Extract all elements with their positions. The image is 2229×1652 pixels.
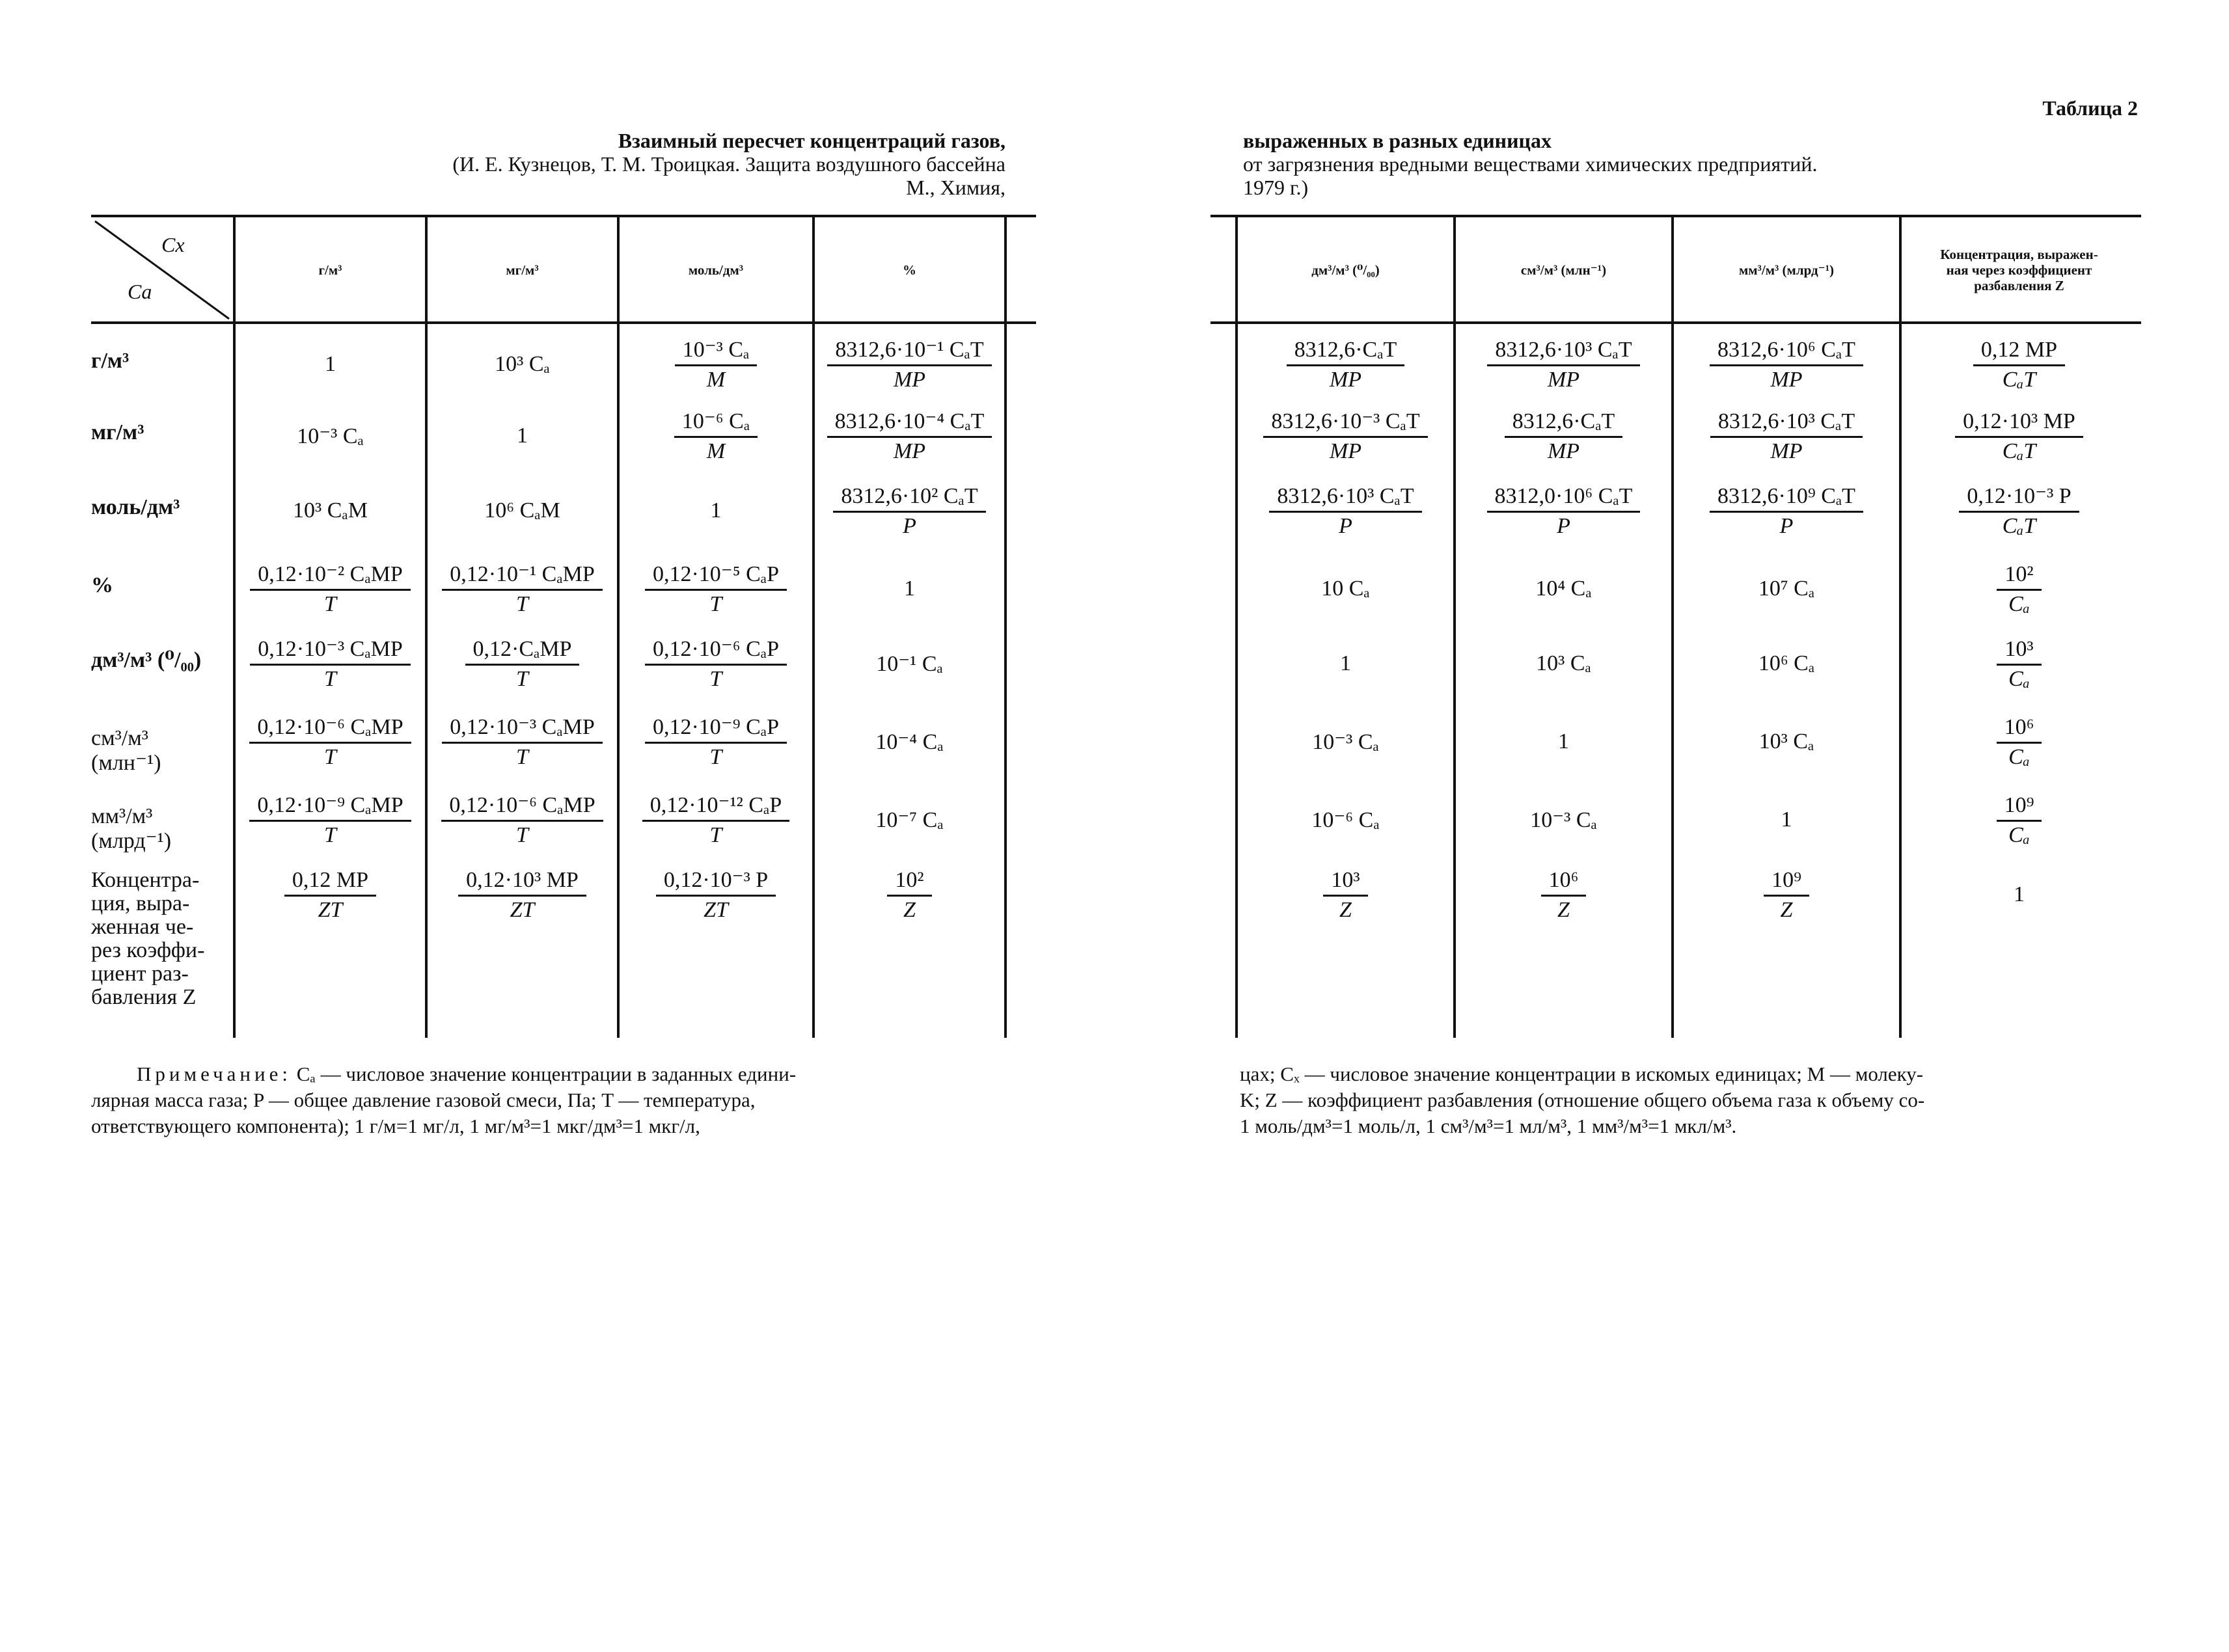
numerator: 8312,6·10⁶ CₐT: [1710, 337, 1863, 366]
denominator: T: [324, 591, 336, 616]
numerator: 0,12·10³ MP: [458, 867, 586, 897]
cell-r6-c6: [1455, 706, 1673, 778]
title-line1-right: выраженных в разных единицах: [1243, 129, 1552, 152]
denominator: MP: [1547, 439, 1580, 463]
denominator: Z: [903, 897, 916, 922]
denominator: ZT: [510, 897, 535, 922]
numerator: 0,12·10⁻⁹ CₐP: [645, 714, 787, 744]
cell-r7-c8: [1900, 784, 2138, 856]
cell-r8-c7: [1673, 859, 1900, 930]
cell-r3-c2: [426, 475, 618, 547]
cell-r7-c1: [234, 784, 426, 856]
fraction: [441, 792, 603, 848]
fraction: [1997, 792, 2042, 848]
denominator: T: [516, 591, 528, 616]
denominator: CₐT: [2002, 367, 2036, 392]
denominator: MP: [1329, 367, 1362, 392]
numerator: 10²: [1997, 562, 2041, 591]
title-line2-right: от загрязнения вредными веществами химических предприятий.: [1243, 152, 1818, 176]
denominator: CₐT: [2002, 439, 2036, 463]
denominator: MP: [893, 367, 926, 392]
cell-r5-c8: [1900, 628, 2138, 699]
cell-r4-c6: [1455, 553, 1673, 625]
numerator: 8312,6·CₐT: [1287, 337, 1405, 366]
fraction: [1269, 483, 1421, 539]
value: 10³ CₐM: [293, 498, 368, 522]
value: 1: [517, 424, 528, 448]
fraction: [833, 483, 985, 539]
value: 1: [325, 352, 336, 376]
value: 1: [1558, 729, 1569, 753]
denominator: P: [1779, 513, 1794, 538]
value: 10³ Cₐ: [1536, 651, 1591, 675]
cell-r5-c5: [1237, 628, 1455, 699]
fraction: [1973, 337, 2065, 392]
cell-r8-c2: [426, 859, 618, 930]
value: 1: [2014, 882, 2025, 906]
denominator: P: [1557, 513, 1570, 538]
fraction: [1287, 337, 1405, 392]
numerator: 8312,6·10⁻³ CₐT: [1263, 409, 1427, 438]
col-header-6: см³/м³ (млн⁻¹): [1520, 262, 1607, 278]
cell-r5-c7: [1673, 628, 1900, 699]
fraction: [458, 867, 586, 923]
denominator: Cₐ: [2008, 744, 2030, 769]
denominator: Z: [1339, 897, 1352, 922]
cell-r3-c4: [814, 475, 1005, 547]
denominator: T: [709, 591, 722, 616]
cell-r6-c5: [1237, 706, 1455, 778]
fraction: [249, 714, 411, 770]
cell-r6-c4: [814, 706, 1005, 778]
denominator: T: [516, 744, 528, 769]
numerator: 0,12·10⁻⁵ CₐP: [645, 562, 787, 591]
denominator: Z: [1780, 897, 1793, 922]
denominator: P: [1339, 513, 1352, 538]
row-header-4: %: [91, 573, 113, 597]
cell-r2-c6: [1455, 400, 1673, 472]
value: 10³ Cₐ: [495, 352, 550, 376]
row-header-3: моль/дм³: [91, 495, 180, 519]
fraction: [1710, 337, 1863, 392]
row-header-8: Концентра- ция, выра- женная че- рез коэффи- циент раз- бавления Z: [91, 868, 205, 1009]
denominator: T: [709, 666, 722, 691]
cell-r8-c5: [1237, 859, 1455, 930]
value: 10 Cₐ: [1321, 576, 1370, 601]
numerator: 10⁶: [1997, 714, 2042, 744]
cell-r2-c3: [618, 400, 814, 472]
cell-r6-c2: [426, 706, 618, 778]
numerator: 0,12·10⁻² CₐMP: [250, 562, 411, 591]
numerator: 0,12 MP: [1973, 337, 2065, 366]
denominator: T: [709, 744, 722, 769]
fraction: [645, 636, 787, 692]
numerator: 8312,6·10⁻⁴ CₐT: [827, 409, 992, 438]
fraction: [249, 792, 411, 848]
fraction: [1487, 483, 1641, 539]
numerator: 10²: [887, 867, 931, 897]
col-header-2: мг/м³: [506, 262, 539, 278]
cell-r2-c5: [1237, 400, 1455, 472]
cell-r1-c4: [814, 329, 1005, 400]
denominator: M: [706, 439, 726, 463]
cell-r3-c6: [1455, 475, 1673, 547]
value: 10⁷ Cₐ: [1758, 576, 1815, 601]
cell-r1-c2: [426, 329, 618, 400]
denominator: Cₐ: [2008, 666, 2030, 691]
value: 10⁻³ Cₐ: [1530, 808, 1597, 832]
numerator: 10⁻⁶ Cₐ: [674, 409, 758, 438]
cell-r2-c4: [814, 400, 1005, 472]
col-header-7: мм³/м³ (млрд⁻¹): [1738, 262, 1835, 278]
numerator: 10⁶: [1541, 867, 1587, 897]
fraction: [1263, 409, 1427, 464]
cell-r2-c7: [1673, 400, 1900, 472]
numerator: 10⁹: [1997, 792, 2042, 822]
fraction: [442, 714, 603, 770]
table-label: Таблица 2: [2042, 96, 2138, 120]
numerator: 0,12·10⁻³ P: [656, 867, 776, 897]
fraction: [1505, 409, 1623, 464]
value: 10⁻⁷ Cₐ: [875, 808, 944, 832]
cell-r3-c7: [1673, 475, 1900, 547]
corner-ca: Ca: [128, 280, 152, 303]
fraction: [827, 337, 991, 392]
value: 10⁴ Cₐ: [1535, 576, 1592, 601]
row-header-2: мг/м³: [91, 420, 144, 444]
denominator: T: [324, 666, 336, 691]
numerator: 8312,6·CₐT: [1505, 409, 1623, 438]
cell-r8-c6: [1455, 859, 1673, 930]
numerator: 0,12·10⁻⁹ CₐMP: [249, 792, 411, 822]
denominator: T: [324, 744, 336, 769]
fraction: [250, 636, 411, 692]
value: 10⁻⁶ Cₐ: [1311, 808, 1380, 832]
title-line3-left: М., Химия,: [906, 176, 1005, 199]
denominator: T: [709, 822, 722, 847]
value: 10⁶ CₐM: [484, 498, 560, 522]
cell-r4-c2: [426, 553, 618, 625]
cell-r8-c8: [1900, 859, 2138, 930]
fraction: [674, 409, 758, 464]
value: 10⁶ Cₐ: [1758, 651, 1815, 675]
denominator: Z: [1557, 897, 1570, 922]
col-header-1: г/м³: [318, 262, 342, 278]
cell-r7-c5: [1237, 784, 1455, 856]
cell-r6-c7: [1673, 706, 1900, 778]
value: 10⁻³ Cₐ: [297, 424, 364, 448]
note-line3-left: ответствующего компонента); 1 г/м=1 мг/л, 1 мг/м³=1 мкг/дм³=1 мкг/л,: [91, 1115, 700, 1137]
title-line3-right: 1979 г.): [1243, 176, 1309, 199]
fraction: [442, 562, 603, 617]
cell-r5-c1: [234, 628, 426, 699]
numerator: 10⁻³ Cₐ: [675, 337, 758, 366]
fraction: [1764, 867, 1809, 923]
denominator: T: [516, 666, 528, 691]
value: 1: [904, 576, 915, 601]
numerator: 0,12·10⁻³ CₐMP: [442, 714, 603, 744]
cell-r6-c8: [1900, 706, 2138, 778]
cell-r6-c3: [618, 706, 814, 778]
cell-r7-c6: [1455, 784, 1673, 856]
numerator: 0,12·10³ MP: [1955, 409, 2083, 438]
fraction: [1323, 867, 1367, 923]
col-header-8: Концентрация, выражен- ная через коэффициент разбавления Z: [1940, 247, 2098, 293]
title-line2-left: (И. Е. Кузнецов, Т. М. Троицкая. Защита воздушного бассейна: [452, 152, 1005, 176]
col-header-3: моль/дм³: [688, 262, 744, 278]
fraction: [827, 409, 992, 464]
row-header-6: см³/м³ (млн⁻¹): [91, 726, 161, 775]
numerator: 0,12·CₐMP: [465, 636, 580, 666]
cell-r1-c7: [1673, 329, 1900, 400]
cell-r4-c5: [1237, 553, 1455, 625]
numerator: 10³: [1323, 867, 1367, 897]
cell-r3-c8: [1900, 475, 2138, 547]
numerator: 0,12·10⁻⁶ CₐMP: [441, 792, 603, 822]
denominator: ZT: [318, 897, 343, 922]
numerator: 8312,0·10⁶ CₐT: [1487, 483, 1641, 513]
value: 10⁻¹ Cₐ: [876, 652, 943, 676]
cell-r1-c6: [1455, 329, 1673, 400]
numerator: 8312,6·10³ CₐT: [1487, 337, 1639, 366]
fraction: [645, 562, 787, 617]
note-line2-right: K; Z — коэффициент разбавления (отношение общего объема газа к объему со-: [1240, 1089, 1925, 1111]
fraction: [1997, 714, 2042, 770]
numerator: 8312,6·10⁻¹ CₐT: [827, 337, 991, 366]
denominator: MP: [1770, 367, 1803, 392]
cell-r8-c4: [814, 859, 1005, 930]
cell-r5-c3: [618, 628, 814, 699]
col-header-4: %: [903, 262, 916, 278]
fraction: [1997, 636, 2041, 692]
fraction: [656, 867, 776, 923]
numerator: 0,12·10⁻⁶ CₐMP: [249, 714, 411, 744]
fraction: [284, 867, 376, 923]
cell-r7-c3: [618, 784, 814, 856]
denominator: M: [706, 367, 726, 392]
denominator: MP: [1547, 367, 1580, 392]
row-header-7: мм³/м³ (млрд⁻¹): [91, 804, 172, 853]
cell-r5-c6: [1455, 628, 1673, 699]
cell-r7-c4: [814, 784, 1005, 856]
cell-r7-c2: [426, 784, 618, 856]
numerator: 0,12 MP: [284, 867, 376, 897]
denominator: Cₐ: [2008, 822, 2030, 847]
numerator: 8312,6·10³ CₐT: [1269, 483, 1421, 513]
cell-r8-c3: [618, 859, 814, 930]
numerator: 0,12·10⁻³ P: [1959, 483, 2079, 513]
fraction: [1997, 562, 2041, 617]
fraction: [1541, 867, 1587, 923]
cell-r3-c5: [1237, 475, 1455, 547]
denominator: MP: [1329, 439, 1362, 463]
cell-r2-c8: [1900, 400, 2138, 472]
note-line1-left: [137, 1061, 796, 1088]
value: 10³ Cₐ: [1758, 729, 1814, 753]
denominator: MP: [893, 439, 926, 463]
cell-r4-c7: [1673, 553, 1900, 625]
cell-r6-c1: [234, 706, 426, 778]
cell-r2-c1: [234, 400, 426, 472]
denominator: MP: [1770, 439, 1803, 463]
numerator: 10⁹: [1764, 867, 1809, 897]
fraction: [645, 714, 787, 770]
denominator: P: [903, 513, 916, 538]
corner-cx: Cx: [161, 233, 185, 256]
row-header-5: дм³/м³ (⁰/₀₀): [91, 648, 202, 672]
fraction: [675, 337, 758, 392]
cell-r7-c7: [1673, 784, 1900, 856]
numerator: 0,12·10⁻⁶ CₐP: [645, 636, 787, 666]
cell-r4-c4: [814, 553, 1005, 625]
fraction: [250, 562, 411, 617]
cell-r8-c1: [234, 859, 426, 930]
denominator: T: [516, 822, 528, 847]
note-line1-right: цах; Cₓ — числовое значение концентрации в искомых единицах; M — молеку-: [1240, 1063, 1924, 1085]
col-header-5: дм³/м³ (⁰/₀₀): [1311, 262, 1380, 278]
value: 10⁻³ Cₐ: [1312, 730, 1379, 754]
cell-r3-c1: [234, 475, 426, 547]
value: 1: [1781, 807, 1792, 832]
note-line1-left-text: Cₐ — числовое значение концентрации в заданных едини-: [296, 1063, 797, 1085]
denominator: CₐT: [2002, 513, 2036, 538]
note-lead: Примечание:: [137, 1063, 292, 1085]
fraction: [465, 636, 580, 692]
row-header-1: г/м³: [91, 349, 130, 373]
cell-r1-c8: [1900, 329, 2138, 400]
numerator: 0,12·10⁻¹² CₐP: [642, 792, 790, 822]
numerator: 8312,6·10² CₐT: [833, 483, 985, 513]
title-line1-left: Взаимный пересчет концентраций газов,: [618, 129, 1005, 152]
cell-r5-c4: [814, 628, 1005, 699]
fraction: [1487, 337, 1639, 392]
cell-r4-c8: [1900, 553, 2138, 625]
cell-r5-c2: [426, 628, 618, 699]
note-line2-left: лярная масса газа; P — общее давление газовой смеси, Па; T — температура,: [91, 1089, 756, 1111]
fraction: [642, 792, 790, 848]
denominator: Cₐ: [2008, 591, 2030, 616]
cell-r4-c1: [234, 553, 426, 625]
numerator: 8312,6·10³ CₐT: [1710, 409, 1863, 438]
fraction: [887, 867, 931, 923]
cell-r1-c5: [1237, 329, 1455, 400]
cell-r3-c3: [618, 475, 814, 547]
fraction: [1710, 409, 1863, 464]
note-line3-right: 1 моль/дм³=1 моль/л, 1 см³/м³=1 мл/м³, 1 мм³/м³=1 мкл/м³.: [1240, 1115, 1737, 1137]
cell-r1-c1: [234, 329, 426, 400]
numerator: 0,12·10⁻³ CₐMP: [250, 636, 411, 666]
denominator: T: [324, 822, 336, 847]
fraction: [1710, 483, 1863, 539]
denominator: ZT: [704, 897, 728, 922]
value: 1: [1340, 651, 1351, 675]
numerator: 8312,6·10⁹ CₐT: [1710, 483, 1863, 513]
value: 1: [710, 498, 722, 522]
cell-r2-c2: [426, 400, 618, 472]
cell-r1-c3: [618, 329, 814, 400]
value: 10⁻⁴ Cₐ: [875, 730, 944, 754]
fraction: [1959, 483, 2079, 539]
numerator: 10³: [1997, 636, 2041, 666]
cell-r4-c3: [618, 553, 814, 625]
fraction: [1955, 409, 2083, 464]
numerator: 0,12·10⁻¹ CₐMP: [442, 562, 603, 591]
